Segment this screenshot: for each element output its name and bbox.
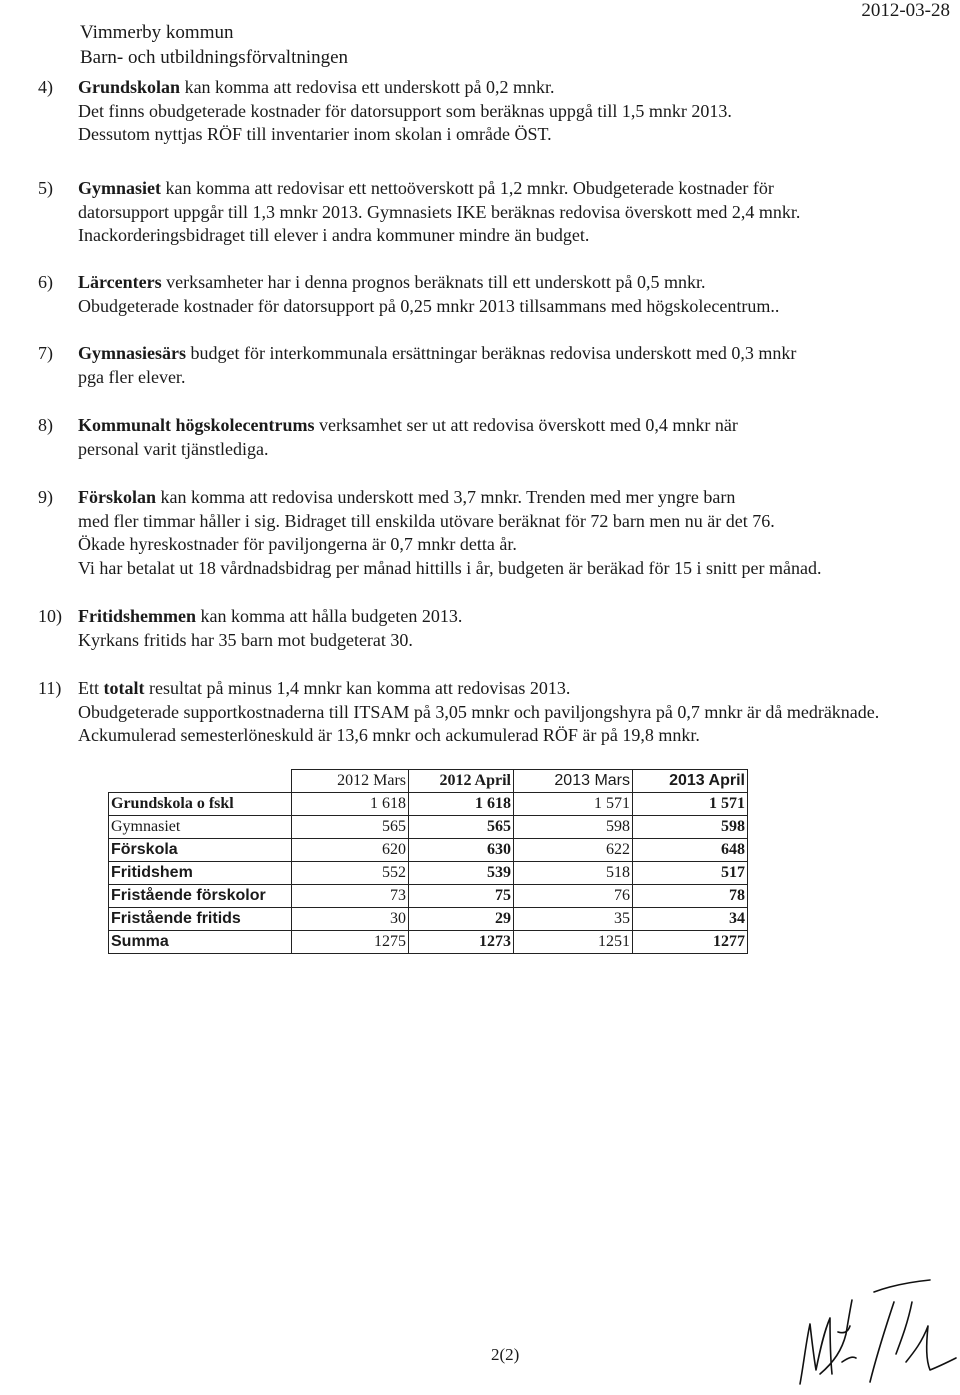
table-cell: 565 bbox=[292, 816, 409, 839]
section-text: Ett bbox=[78, 678, 104, 698]
section-number: 5) bbox=[38, 178, 53, 198]
section-number: 11) bbox=[38, 678, 62, 698]
section-text: kan komma att hålla budgeten 2013. bbox=[195, 606, 463, 626]
section-number: 6) bbox=[38, 272, 53, 292]
section-text: Obudgeterade supportkostnaderna till ITSAM på 3,05 mnkr och paviljongshyra på 0,7 mnkr är då medräknade. bbox=[78, 701, 880, 722]
table-row bbox=[109, 793, 748, 816]
section-number: 9) bbox=[38, 487, 53, 507]
table-cell: 552 bbox=[292, 862, 409, 885]
section-number: 8) bbox=[38, 415, 53, 435]
table-cell: 598 bbox=[633, 816, 748, 839]
table-cell: 622 bbox=[514, 839, 633, 862]
section-text: Ökade hyreskostnader för paviljongerna är 0,7 mnkr detta år. bbox=[78, 534, 517, 554]
section-text: Kyrkans fritids har 35 barn mot budgeterat 30. bbox=[78, 629, 413, 650]
table-cell: 35 bbox=[514, 908, 633, 931]
signature-stroke bbox=[896, 1302, 912, 1354]
signature-stroke bbox=[906, 1326, 956, 1370]
column-header: 2012 Mars bbox=[292, 770, 409, 793]
section-text: personal varit tjänstlediga. bbox=[78, 438, 269, 459]
section-text: resultat på minus 1,4 mnkr kan komma att redovisas 2013. bbox=[144, 678, 571, 698]
row-label: Summa bbox=[109, 931, 292, 954]
table-row bbox=[109, 885, 748, 908]
section-text: kan komma att redovisar ett nettoöverskott på 1,2 mnkr. Obudgeterade kostnader för bbox=[161, 178, 774, 198]
page-number: 2(2) bbox=[491, 1345, 520, 1364]
row-label: Fristående fritids bbox=[109, 908, 292, 931]
table-row bbox=[109, 816, 748, 839]
row-label: Gymnasiet bbox=[109, 816, 292, 839]
section-text: verksamhet ser ut att redovisa överskott med 0,4 mnkr när bbox=[314, 415, 738, 435]
column-header: 2013 April bbox=[633, 770, 748, 793]
section-5 bbox=[38, 177, 938, 248]
section-4 bbox=[38, 76, 938, 147]
row-label: Förskola bbox=[109, 839, 292, 862]
section-number: 7) bbox=[38, 343, 53, 363]
section-7 bbox=[38, 342, 938, 389]
table-cell: 1 571 bbox=[514, 793, 633, 816]
section-number: 10) bbox=[38, 606, 62, 626]
table-cell: 518 bbox=[514, 862, 633, 885]
table-header-row bbox=[109, 770, 748, 793]
table-corner bbox=[109, 770, 292, 793]
table-row bbox=[109, 908, 748, 931]
department-name: Barn- och utbildningsförvaltningen bbox=[80, 47, 349, 68]
table-cell: 648 bbox=[633, 839, 748, 862]
signature-stroke bbox=[800, 1318, 832, 1384]
signature-stroke bbox=[870, 1302, 894, 1382]
section-text: budget för interkommunala ersättningar beräknas redovisa underskott med 0,3 mnkr bbox=[186, 343, 797, 363]
section-subject: Fritidshemmen bbox=[78, 606, 196, 626]
table-cell: 34 bbox=[633, 908, 748, 931]
section-10 bbox=[38, 605, 938, 652]
section-8 bbox=[38, 414, 938, 461]
table-cell: 1277 bbox=[633, 931, 748, 954]
section-number: 4) bbox=[38, 77, 53, 97]
table-cell: 598 bbox=[514, 816, 633, 839]
section-subject: Grundskolan bbox=[78, 77, 181, 97]
row-label: Grundskola o fskl bbox=[109, 793, 292, 816]
table-cell: 565 bbox=[409, 816, 514, 839]
signature-stroke bbox=[820, 1300, 852, 1374]
document-date: 2012-03-28 bbox=[861, 0, 950, 21]
table-cell: 1 618 bbox=[409, 793, 514, 816]
org-name: Vimmerby kommun bbox=[80, 22, 234, 43]
signature-stroke bbox=[838, 1326, 850, 1333]
table-cell: 630 bbox=[409, 839, 514, 862]
row-label: Fristående förskolor bbox=[109, 885, 292, 908]
table-cell: 517 bbox=[633, 862, 748, 885]
table-cell: 1 618 bbox=[292, 793, 409, 816]
table-cell: 1251 bbox=[514, 931, 633, 954]
section-text: datorsupport uppgår till 1,3 mnkr 2013. Gymnasiets IKE beräknas redovisa överskott med 2,4 mnkr. bbox=[78, 201, 801, 222]
section-subject: Förskolan bbox=[78, 487, 157, 507]
row-label: Fritidshem bbox=[109, 862, 292, 885]
table-cell: 76 bbox=[514, 885, 633, 908]
section-text: med fler timmar håller i sig. Bidraget till enskilda utövare beräknat för 72 barn men nu är det 76. bbox=[78, 510, 775, 531]
section-text: Obudgeterade kostnader för datorsupport på 0,25 mnkr 2013 tillsammans med högskolecentrum.. bbox=[78, 295, 780, 316]
section-text: Dessutom nyttjas RÖF till inventarier inom skolan i område ÖST. bbox=[78, 124, 552, 144]
table-cell: 75 bbox=[409, 885, 514, 908]
section-6 bbox=[38, 271, 938, 318]
table-cell: 1 571 bbox=[633, 793, 748, 816]
table-row bbox=[109, 862, 748, 885]
section-text: verksamheter har i denna prognos beräknats till ett underskott på 0,5 mnkr. bbox=[161, 272, 706, 292]
section-text: Det finns obudgeterade kostnader för datorsupport som beräknas uppgå till 1,5 mnkr 2013. bbox=[78, 100, 732, 121]
table-cell: 539 bbox=[409, 862, 514, 885]
table-cell: 73 bbox=[292, 885, 409, 908]
table-cell: 30 bbox=[292, 908, 409, 931]
table-row bbox=[109, 839, 748, 862]
section-text: kan komma att redovisa ett underskott på 0,2 mnkr. bbox=[180, 77, 555, 97]
section-subject: Kommunalt högskolecentrums bbox=[78, 415, 315, 435]
section-11 bbox=[38, 677, 938, 748]
table-cell: 620 bbox=[292, 839, 409, 862]
table-cell: 1273 bbox=[409, 931, 514, 954]
section-text: Ackumulerad semesterlöneskuld är 13,6 mnkr och ackumulerad RÖF är på 19,8 mnkr. bbox=[78, 725, 700, 745]
table-row bbox=[109, 931, 748, 954]
signature-stroke bbox=[842, 1357, 856, 1362]
section-subject: Lärcenters bbox=[78, 272, 162, 292]
table-cell: 1275 bbox=[292, 931, 409, 954]
section-subject: totalt bbox=[103, 678, 145, 698]
section-text: pga fler elever. bbox=[78, 366, 186, 387]
column-header: 2013 Mars bbox=[514, 770, 633, 793]
signature-stroke bbox=[874, 1280, 930, 1292]
signature-icon bbox=[790, 1262, 960, 1392]
section-text: Vi har betalat ut 18 vårdnadsbidrag per månad hittills i år, budgeten är beräkad för 15 i snitt per månad. bbox=[78, 557, 822, 578]
section-subject: Gymnasiesärs bbox=[78, 343, 186, 363]
section-text: Inackorderingsbidraget till elever i andra kommuner mindre än budget. bbox=[78, 225, 590, 245]
section-9 bbox=[38, 486, 938, 580]
column-header: 2012 April bbox=[409, 770, 514, 793]
table-cell: 78 bbox=[633, 885, 748, 908]
table-cell: 29 bbox=[409, 908, 514, 931]
summary-table bbox=[108, 769, 748, 954]
section-subject: Gymnasiet bbox=[78, 178, 161, 198]
section-text: kan komma att redovisa underskott med 3,7 mnkr. Trenden med mer yngre barn bbox=[156, 487, 736, 507]
